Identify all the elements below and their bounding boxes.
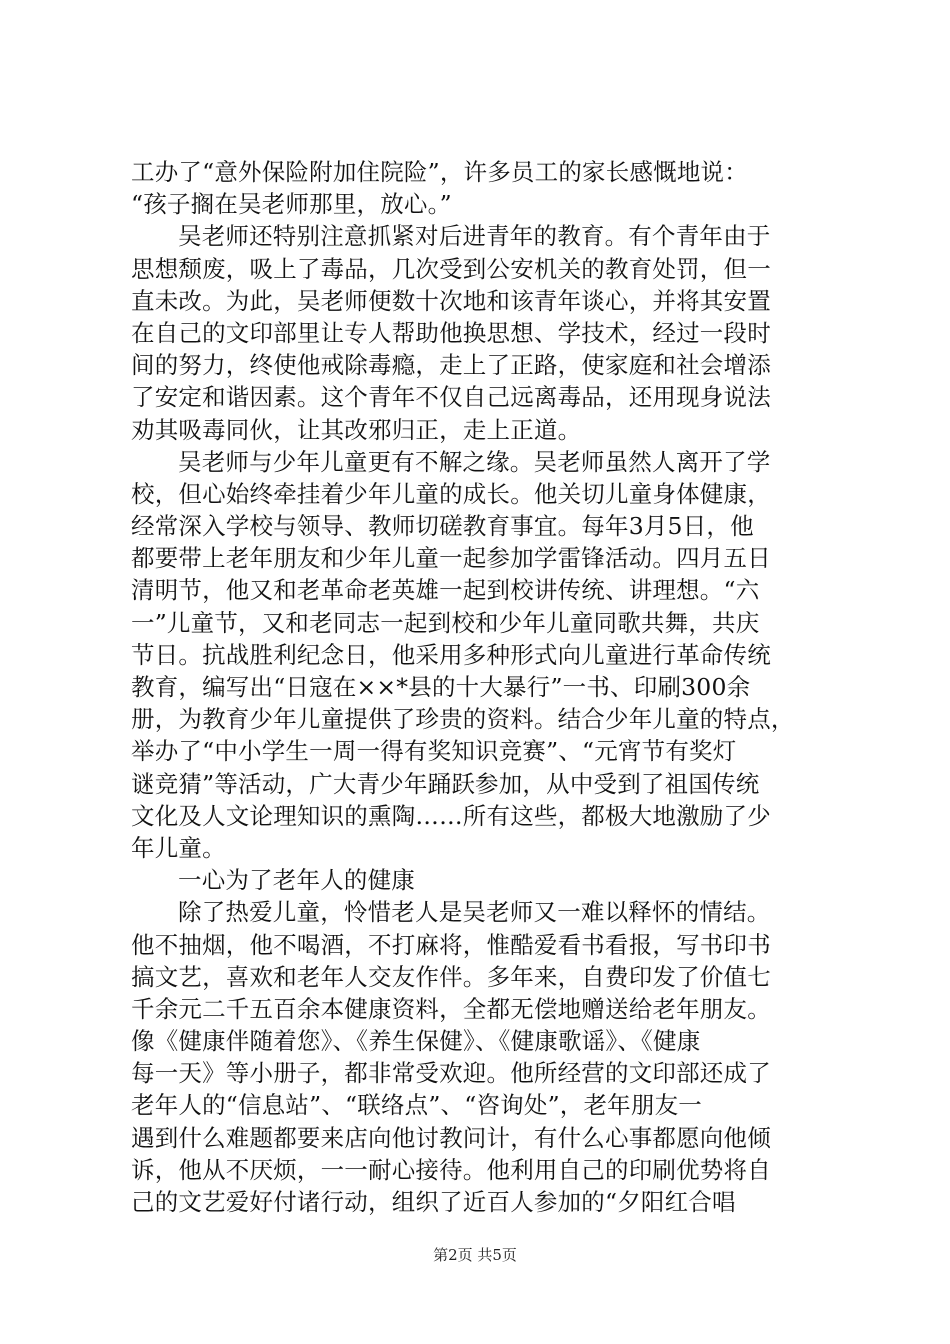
text-line: 谜竞猜”等活动，广大青少年踊跃参加，从中受到了祖国传统: [131, 769, 760, 798]
text-line: 教育，编写出“日寇在××*县的十大暴行”一书、印刷300余: [131, 673, 751, 701]
section-heading: 一心为了老年人的健康: [178, 866, 415, 895]
text-line: 遇到什么难题都要来店向他讨教问计，有什么心事都愿向他倾: [131, 1123, 771, 1152]
text-line: 在自己的文印部里让专人帮助他换思想、学技术，经过一段时: [131, 318, 771, 347]
text-line: 校，但心始终牵挂着少年儿童的成长。他关切儿童身体健康，: [131, 479, 771, 508]
text-line: 工办了“意外保险附加住院险”，许多员工的家长感慨地说：: [131, 158, 748, 186]
text-line: 间的努力，终使他戒除毒瘾，走上了正路，使家庭和社会增添: [131, 351, 771, 380]
text-line: 节日。抗战胜利纪念日，他采用多种形式向儿童进行革命传统: [131, 640, 771, 669]
text-line: “孩子搁在吴老师那里，放心。”: [131, 190, 452, 219]
text-line: 劝其吸毒同伙，让其改邪归正，走上正道。: [131, 415, 582, 444]
text-line: 经常深入学校与领导、教师切磋教育事宜。每年3月5日，他: [131, 512, 754, 541]
text-line: 文化及人文论理知识的熏陶……所有这些，都极大地激励了少: [131, 801, 771, 830]
text-line: 了安定和谐因素。这个青年不仅自己远离毒品，还用现身说法: [131, 383, 771, 412]
text-line: 直未改。为此，吴老师便数十次地和该青年谈心，并将其安置: [131, 286, 771, 315]
text-line: 诉，他从不厌烦，一一耐心接待。他利用自己的印刷优势将自: [131, 1155, 771, 1184]
text-line: 千余元二千五百余本健康资料，全都无偿地赠送给老年朋友。: [131, 994, 771, 1023]
text-line: 年儿童。: [131, 833, 226, 862]
text-line: 每一天》等小册子，都非常受欢迎。他所经营的文印部还成了: [131, 1059, 771, 1088]
paragraph-start-line: 除了热爱儿童，怜惜老人是吴老师又一难以释怀的情结。: [178, 898, 771, 927]
text-line: 他不抽烟，他不喝酒，不打麻将，惟酷爱看书看报，写书印书: [131, 930, 771, 959]
text-line: 册，为教育少年儿童提供了珍贵的资料。结合少年儿童的特点，: [131, 705, 795, 734]
text-line: 都要带上老年朋友和少年儿童一起参加学雷锋活动。四月五日: [131, 544, 771, 573]
text-line: 像《健康伴随着您》、《养生保健》、《健康歌谣》、《健康: [131, 1027, 701, 1056]
text-line: 己的文艺爱好付诸行动，组织了近百人参加的“夕阳红合唱: [131, 1188, 736, 1216]
paragraph-start-line: 吴老师还特别注意抓紧对后进青年的教育。有个青年由于: [178, 222, 771, 251]
text-line: 搞文艺，喜欢和老年人交友作伴。多年来，自费印发了价值七: [131, 962, 771, 991]
text-line: 老年人的“信息站”、“联络点”、“咨询处”，老年朋友一: [131, 1091, 702, 1120]
text-line: 思想颓废，吸上了毒品，几次受到公安机关的教育处罚，但一: [131, 254, 771, 283]
document-body: [131, 156, 836, 1218]
text-line: 一”儿童节，又和老同志一起到校和少年儿童同歌共舞，共庆: [131, 608, 760, 637]
paragraph-start-line: 吴老师与少年儿童更有不解之缘。吴老师虽然人离开了学: [178, 447, 771, 476]
page-number-footer: 第2页 共5页: [433, 1246, 517, 1264]
text-line: 举办了“中小学生一周一得有奖知识竞赛”、“元宵节有奖灯: [131, 737, 737, 766]
text-line: 清明节，他又和老革命老英雄一起到校讲传统、讲理想。“六: [131, 576, 760, 605]
